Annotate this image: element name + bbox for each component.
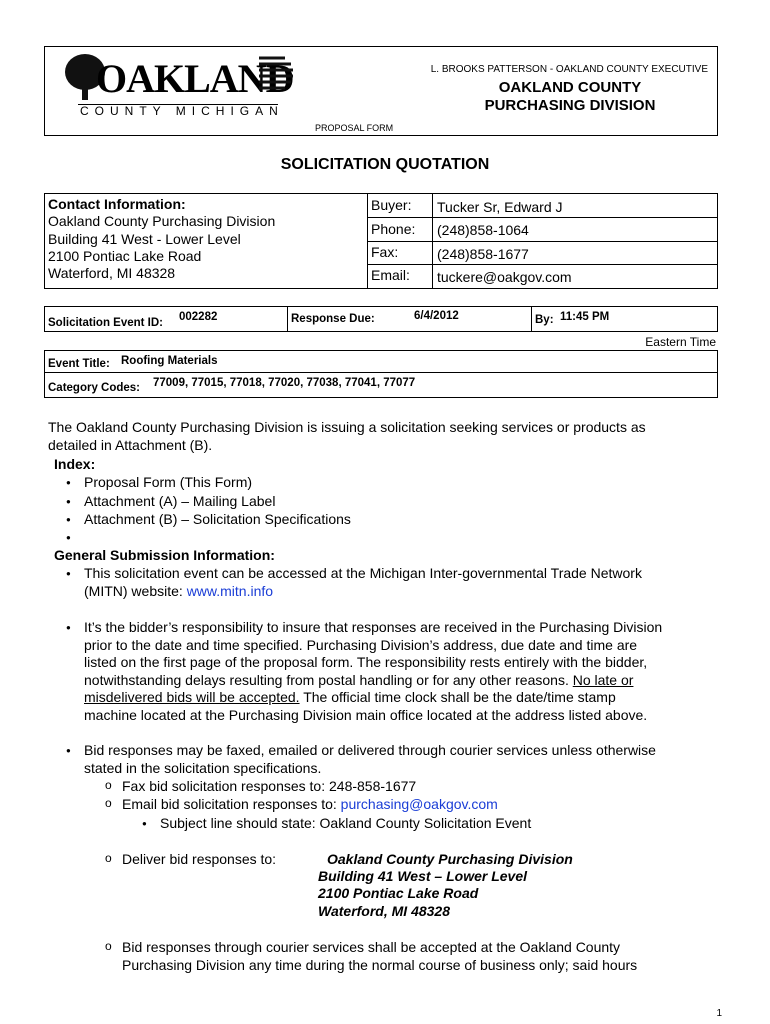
form-label: PROPOSAL FORM: [315, 123, 394, 133]
index-heading: Index:: [54, 456, 96, 472]
misdelivered-text: misdelivered bids will be accepted.: [84, 689, 300, 705]
deliver-address: Waterford, MI 48328: [318, 903, 451, 919]
by-label: By:: [535, 314, 554, 326]
courier-instruction: o Bid responses through courier services shall be accepted at the Oakland County: [122, 939, 620, 957]
fax-label: Fax:: [371, 244, 399, 260]
category-codes-value: 77009, 77015, 77018, 77020, 77038, 77041, 77077: [153, 377, 416, 389]
event-id-value: 002282: [179, 311, 218, 323]
bullet-3-line: stated in the solicitation specifications.: [84, 760, 322, 776]
fax-instruction: o Fax bid solicitation responses to: 248-858-1677: [122, 778, 416, 796]
by-value: 11:45 PM: [560, 311, 610, 323]
county-executive: L. BROOKS PATTERSON - OAKLAND COUNTY EXECUTIVE: [430, 64, 708, 75]
category-codes-label: Category Codes:: [48, 382, 141, 394]
purchasing-email-link[interactable]: purchasing@oakgov.com: [340, 796, 498, 812]
mitn-text: (MITN) website:: [84, 583, 187, 599]
contact-heading: Contact Information:: [48, 196, 186, 212]
general-bullet-2: ● It’s the bidder’s responsibility to insure that responses are received in the Purchasing Division: [84, 619, 662, 637]
bullet-2-text: The official time clock shall be the date/time stamp: [299, 689, 616, 705]
sun-lines-icon: [255, 52, 295, 102]
buyer-value: Tucker Sr, Edward J: [437, 199, 563, 215]
page-title: SOLICITATION QUOTATION: [280, 156, 490, 173]
intro-line: The Oakland County Purchasing Division is issuing a solicitation seeking services or products as: [48, 419, 646, 435]
page-number: 1: [716, 1008, 722, 1019]
mitn-link[interactable]: www.mitn.info: [186, 583, 274, 599]
deliver-address: Oakland County Purchasing Division: [327, 851, 573, 867]
bullet-2-line: [84, 672, 633, 690]
bullet-2-text: notwithstanding delays resulting from postal handling or for any other reasons.: [84, 672, 573, 688]
fax-value: (248)858-1677: [437, 246, 529, 262]
general-heading: General Submission Information:: [54, 547, 275, 563]
index-item: ● Proposal Form (This Form): [84, 474, 252, 492]
bullet-2-line: prior to the date and time specified. Purchasing Division’s address, due date and time are: [84, 637, 638, 653]
event-title-label: Event Title:: [48, 358, 110, 370]
response-due-value: 6/4/2012: [414, 310, 459, 322]
logo-sub: COUNTY MICHIGAN: [80, 104, 284, 118]
deliver-address: 2100 Pontiac Lake Road: [318, 885, 479, 901]
general-bullet-1: ● This solicitation event can be accessed at the Michigan Inter-governmental Trade Network: [84, 565, 642, 583]
courier-instruction-cont: Purchasing Division any time during the normal course of business only; said hours: [122, 957, 638, 973]
logo-main: OAKLAND: [96, 56, 294, 101]
event-title-value: Roofing Materials: [121, 355, 218, 367]
bullet-2-line: [84, 689, 616, 707]
timezone: Eastern Time: [645, 335, 716, 349]
no-late-text: No late or: [572, 672, 634, 688]
response-due-label: Response Due:: [291, 313, 375, 325]
index-item: ● Attachment (B) – Solicitation Specifications: [84, 511, 351, 529]
contact-line: Building 41 West - Lower Level: [48, 231, 241, 247]
bullet-2-line: listed on the first page of the proposal form. The responsibility rests entirely with the bidder,: [84, 654, 648, 670]
phone-label: Phone:: [371, 221, 416, 237]
email-label: Email:: [371, 267, 410, 283]
general-bullet-1-cont: [84, 583, 273, 601]
county-name: OAKLAND COUNTY: [498, 79, 642, 96]
phone-value: (248)858-1064: [437, 222, 529, 238]
email-instruction: [122, 796, 498, 814]
contact-line: 2100 Pontiac Lake Road: [48, 248, 202, 264]
division-name: PURCHASING DIVISION: [484, 97, 656, 114]
email-text: Email bid solicitation responses to:: [122, 796, 341, 812]
index-item: ● Attachment (A) – Mailing Label: [84, 493, 275, 511]
subject-instruction: ● Subject line should state: Oakland County Solicitation Event: [160, 815, 531, 833]
event-id-label: Solicitation Event ID:: [48, 317, 164, 329]
deliver-label: o Deliver bid responses to:: [122, 851, 276, 869]
buyer-label: Buyer:: [371, 197, 412, 213]
general-bullet-3: ● Bid responses may be faxed, emailed or delivered through courier services unless otherwise: [84, 742, 656, 760]
contact-line: Waterford, MI 48328: [48, 265, 176, 281]
bullet-2-line: machine located at the Purchasing Division main office located at the address listed above.: [84, 707, 648, 723]
email-value: tuckere@oakgov.com: [437, 269, 572, 285]
deliver-address: Building 41 West – Lower Level: [318, 868, 528, 884]
intro-line: detailed in Attachment (B).: [48, 437, 213, 453]
contact-line: Oakland County Purchasing Division: [48, 213, 276, 229]
